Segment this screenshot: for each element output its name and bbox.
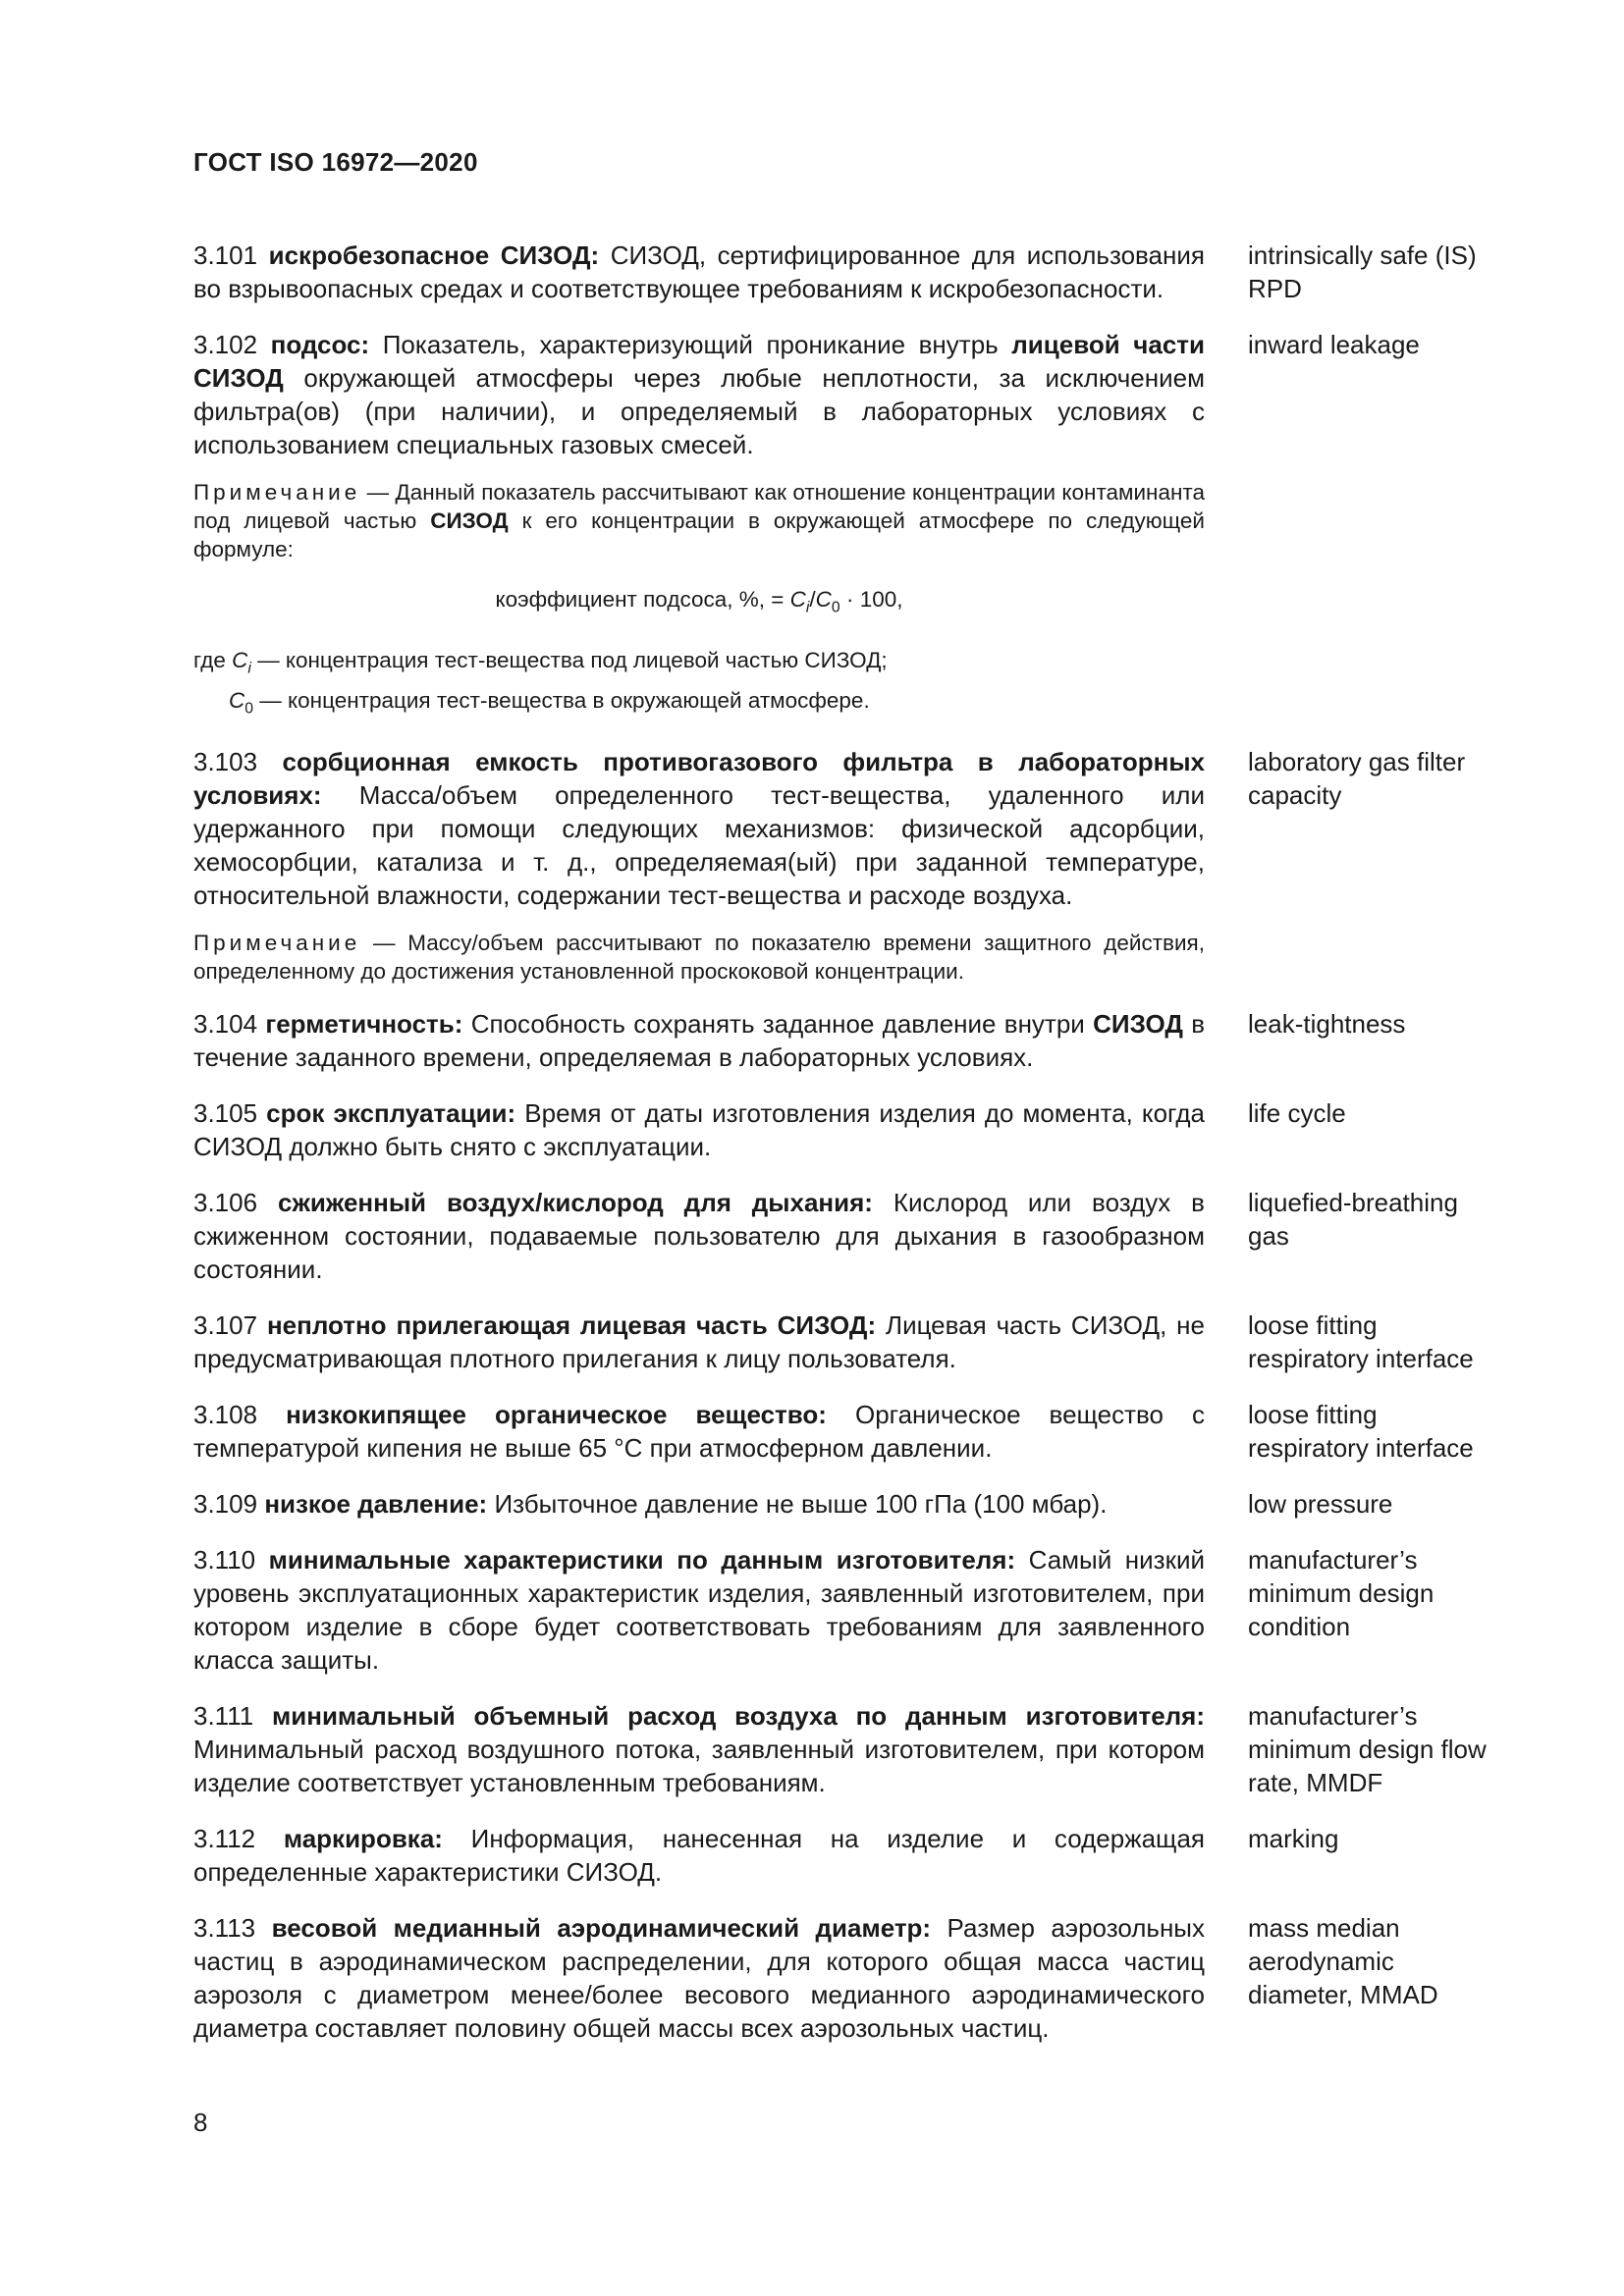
- term-title: герметичность:: [265, 1008, 463, 1039]
- term-number: 3.107: [193, 1309, 258, 1340]
- term-english: manufacturer’s minimum design flow rate, MMDF: [1248, 1700, 1487, 1797]
- formula-var: C: [789, 587, 806, 612]
- document-header: ГОСТ ISO 16972—2020: [193, 147, 478, 177]
- term-entry-3-105: [193, 1096, 1499, 1163]
- legend-prefix: где: [193, 647, 226, 672]
- term-english: liquefied-breathing gas: [1248, 1187, 1458, 1251]
- term-english: inward leakage: [1248, 330, 1420, 359]
- note-3-102: [193, 478, 1205, 563]
- term-english: marking: [1248, 1823, 1339, 1853]
- term-title: минимальный объемный расход воздуха по данным изготовителя:: [272, 1700, 1205, 1731]
- term-title: неплотно прилегающая лицевая часть СИЗОД:: [266, 1309, 877, 1340]
- term-english: laboratory gas filter capacity: [1248, 746, 1466, 810]
- term-entry-3-108: [193, 1398, 1499, 1465]
- term-text: Избыточное давление не выше 100 гПа (100 мбар).: [494, 1488, 1108, 1519]
- page-number: 8: [193, 2108, 208, 2137]
- formula-sub: i: [805, 599, 810, 616]
- term-text: Самый низкий уровень эксплуатационных характеристик изделия, заявленный изготовителем, при котором изделие в сборе будет соответствовать требованиям для заявленного класса защиты.: [193, 1544, 1205, 1675]
- term-text: СИЗОД, сертифицированное для использования во взрывоопасных средах и соответствующее требованиям к искробезопасности.: [193, 240, 1205, 303]
- legend-sub: 0: [244, 700, 254, 718]
- term-english: loose fitting respiratory interface: [1248, 1399, 1474, 1463]
- term-text: Лицевая часть СИЗОД, не предусматривающая плотного прилегания к лицу пользователя.: [193, 1309, 1205, 1373]
- note-text: Данный показатель рассчитывают как отношение концентрации контаминанта под лицевой частью: [193, 480, 1205, 533]
- term-inline-bold: лицевой части СИЗОД: [193, 330, 1206, 393]
- term-number: 3.111: [193, 1700, 254, 1731]
- term-text: в течение заданного времени, определяемая в лабораторных условиях.: [193, 1008, 1206, 1072]
- term-entry-3-113: [193, 1911, 1499, 2045]
- term-number: 3.112: [193, 1823, 256, 1853]
- term-number: 3.102: [193, 330, 258, 359]
- term-text: Время от даты изготовления изделия до момента, когда СИЗОД должно быть снято с эксплуатации.: [193, 1097, 1206, 1161]
- note-label: Примечание: [193, 930, 361, 955]
- term-number: 3.106: [193, 1187, 258, 1217]
- term-title: искробезопасное СИЗОД:: [268, 240, 600, 270]
- term-definition: [193, 1822, 1205, 1889]
- note-text: Массу/объем рассчитывают по показателю времени защитного действия, определенному до достижения установленной проскоковой концентрации.: [193, 930, 1205, 984]
- note-3-103: [193, 929, 1205, 986]
- term-entry-3-107: [193, 1308, 1499, 1375]
- legend-line: [193, 644, 1205, 685]
- term-english: loose fitting respiratory interface: [1248, 1309, 1474, 1373]
- term-english: low pressure: [1248, 1488, 1393, 1519]
- term-text: окружающей атмосферы через любые неплотности, за исключением фильтра(ов) (при наличии), и определяемый в лабораторных условиях с использованием специальных газовых смесей.: [193, 363, 1205, 459]
- formula-rest: · 100,: [845, 587, 903, 612]
- term-definition: [193, 1911, 1205, 2045]
- term-entry-3-112: [193, 1822, 1499, 1889]
- term-definition: [193, 1186, 1205, 1286]
- term-entry-3-111: [193, 1699, 1499, 1799]
- term-number: 3.108: [193, 1399, 258, 1429]
- term-text: Органическое вещество с температурой кипения не выше 65 °С при атмосферном давлении.: [193, 1399, 1205, 1463]
- term-number: 3.109: [193, 1488, 258, 1519]
- term-entry-3-101: [193, 239, 1499, 305]
- term-title: маркировка:: [283, 1823, 443, 1853]
- term-title: подсос:: [270, 330, 370, 359]
- term-definition: [193, 239, 1205, 305]
- legend-desc: — концентрация тест-вещества в окружающей атмосфере.: [259, 688, 870, 713]
- legend-desc: — концентрация тест-вещества под лицевой частью СИЗОД;: [257, 647, 888, 672]
- term-definition: [193, 1096, 1205, 1163]
- term-title: срок эксплуатации:: [266, 1097, 516, 1128]
- formula-var: C: [815, 587, 832, 612]
- term-text: Кислород или воздух в сжиженном состоянии, подаваемые пользователю для дыхания в газообразном состоянии.: [193, 1187, 1205, 1284]
- term-entry-3-102: [193, 328, 1499, 461]
- term-title: низкое давление:: [264, 1488, 488, 1519]
- formula-lhs: коэффициент подсоса, %, =: [495, 587, 785, 612]
- term-definition: [193, 1398, 1205, 1465]
- note-dash: —: [372, 930, 396, 955]
- term-title: сжиженный воздух/кислород для дыхания:: [278, 1187, 873, 1217]
- term-title: низкокипящее органическое вещество:: [286, 1399, 827, 1429]
- legend-var: C: [229, 688, 245, 713]
- term-number: 3.101: [193, 240, 258, 270]
- legend-line: [193, 684, 1205, 725]
- term-entry-3-110: [193, 1543, 1499, 1677]
- term-definition: [193, 1543, 1205, 1677]
- term-definition: [193, 1487, 1205, 1521]
- term-english: leak-tightness: [1248, 1008, 1406, 1039]
- term-definition: [193, 1699, 1205, 1799]
- term-text: Минимальный расход воздушного потока, заявленный изготовителем, при котором изделие соответствует установленным требованиям.: [193, 1734, 1205, 1797]
- formula-sub: 0: [831, 599, 840, 616]
- term-text: Показатель, характеризующий проникание внутрь: [382, 330, 999, 359]
- term-english: life cycle: [1248, 1097, 1346, 1128]
- term-number: 3.113: [193, 1912, 256, 1943]
- term-definition: [193, 745, 1205, 912]
- formula-legend: [193, 644, 1205, 725]
- term-number: 3.105: [193, 1097, 258, 1128]
- term-english: mass median aerodynamic diameter, MMAD: [1248, 1912, 1438, 2009]
- term-english: intrinsically safe (IS) RPD: [1248, 240, 1477, 303]
- term-text: Способность сохранять заданное давление внутри: [470, 1008, 1085, 1039]
- term-title: минимальные характеристики по данным изготовителя:: [268, 1544, 1016, 1575]
- term-text: Информация, нанесенная на изделие и содержащая определенные характеристики СИЗОД.: [193, 1823, 1205, 1887]
- formula-slash: /: [809, 587, 816, 612]
- formula: [193, 585, 1205, 622]
- term-title: сорбционная емкость противогазового фильтра в лабораторных условиях:: [193, 746, 1205, 810]
- terms-list: [193, 239, 1499, 2067]
- term-definition: [193, 328, 1205, 461]
- term-definition: [193, 1308, 1205, 1375]
- term-entry-3-109: [193, 1487, 1499, 1521]
- term-title: весовой медианный аэродинамический диаметр:: [271, 1912, 932, 1943]
- term-text: Размер аэрозольных частиц в аэродинамическом распределении, для которого общая масса частиц аэрозоля с диаметром менее/более весового медианного аэродинамического диаметра составляет половину общей массы всех аэрозольных частиц.: [193, 1912, 1205, 2043]
- note-label: Примечание: [193, 480, 361, 505]
- note-bold: СИЗОД: [430, 508, 509, 533]
- legend-sub: i: [247, 660, 251, 676]
- note-dash: —: [366, 480, 390, 505]
- note-text: к его концентрации в окружающей атмосфере по следующей формуле:: [193, 508, 1205, 561]
- term-definition: [193, 1007, 1205, 1074]
- term-entry-3-104: [193, 1007, 1499, 1074]
- legend-var: C: [232, 647, 248, 672]
- term-number: 3.110: [193, 1544, 256, 1575]
- term-number: 3.104: [193, 1008, 258, 1039]
- term-english: manufacturer’s minimum design condition: [1248, 1544, 1435, 1641]
- term-number: 3.103: [193, 746, 258, 776]
- term-entry-3-106: [193, 1186, 1499, 1286]
- term-inline-bold: СИЗОД: [1093, 1008, 1183, 1039]
- term-text: Масса/объем определенного тест-вещества, удаленного или удержанного при помощи следующих механизмов: физической адсорбции, хемосорбции, катализа и т. д., определяемая(ый) при заданной температуре, относительной влажности, содержании тест-вещества и расходе воздуха.: [193, 779, 1205, 910]
- term-entry-3-103: [193, 745, 1499, 912]
